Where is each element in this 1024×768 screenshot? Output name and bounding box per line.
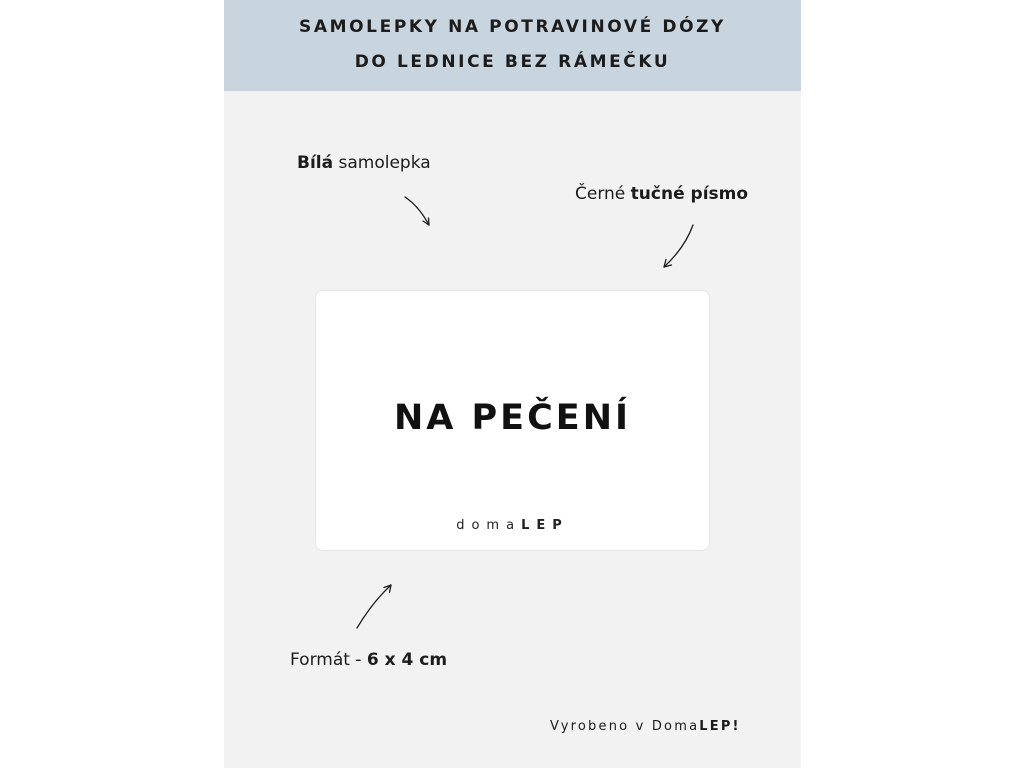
sticker-brand-bold: LEP — [521, 518, 569, 533]
header-title-line-1: SAMOLEPKY NA POTRAVINOVÉ DÓZY — [299, 17, 726, 37]
arrow-down-right-icon — [400, 192, 436, 232]
note-format-size — [290, 650, 447, 670]
header-banner — [224, 0, 801, 91]
note-white-rest: samolepka — [333, 153, 431, 173]
sticker-label: NA PEČENÍ — [393, 398, 632, 438]
note-white-bold: Bílá — [297, 153, 334, 173]
footer-bold: LEP! — [699, 719, 741, 734]
note-format-bold: 6 x 4 cm — [366, 650, 448, 670]
note-format-regular: Formát - — [290, 650, 367, 670]
footer-regular: Vyrobeno v Doma — [550, 719, 700, 734]
arrow-down-left-icon — [658, 221, 698, 273]
sticker-preview — [315, 290, 710, 551]
footer-made-by — [550, 719, 741, 734]
note-black-font — [575, 184, 748, 204]
note-black-bold: tučné písmo — [630, 184, 749, 204]
note-white-sticker — [297, 153, 431, 173]
header-title-line-2: DO LEDNICE BEZ RÁMEČKU — [354, 52, 671, 72]
arrow-up-right-icon — [352, 580, 396, 634]
note-black-regular: Černé — [575, 184, 631, 204]
product-page — [224, 0, 801, 768]
sticker-brand-regular: doma — [456, 518, 522, 533]
sticker-brand-logo — [316, 518, 709, 533]
